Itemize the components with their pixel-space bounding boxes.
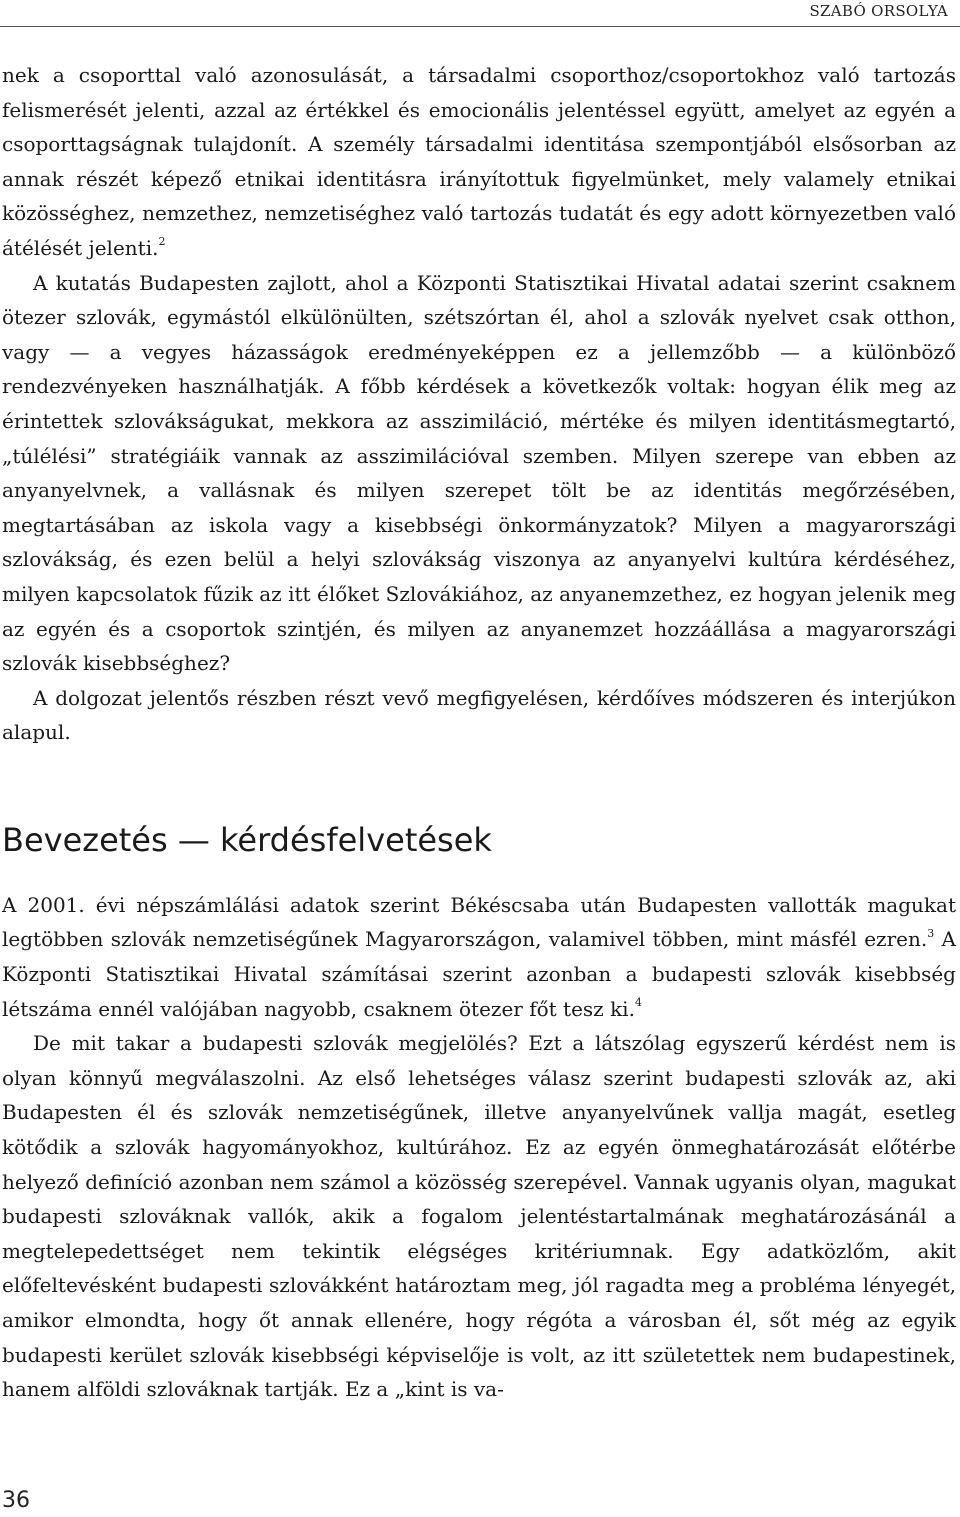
footnote-ref-3[interactable]: 3	[927, 926, 935, 940]
paragraph-4-text-a: A 2001. évi népszámlálási adatok szerint Békéscsaba után Budapesten vallották magukat legtöbben szlovák nemzetiségűnek Magyarországon, valamivel többen, mint másfél ezren.	[2, 892, 956, 952]
footnote-ref-4[interactable]: 4	[634, 996, 642, 1009]
paragraph-3: A dolgozat jelentős részben részt vevő megfigyelésen, kérdőíves módszeren és interjúkon alapul.	[2, 685, 956, 745]
section-title: Bevezetés — kérdésfelvetések	[2, 820, 492, 859]
paragraph-4-text-b: A Központi Statisztikai Hivatal számításai szerint azonban a budapesti szlovák kisebbség létszáma ennél valójában nagyobb, csaknem ötezer főt tesz ki.	[2, 927, 956, 1021]
page-body	[2, 58, 956, 1407]
footnote-ref-2[interactable]: 2	[158, 235, 166, 249]
paragraph-5: De mit takar a budapesti szlovák megjelölés? Ezt a látszólag egyszerű kérdést nem is olyan könnyű megválaszolni. Az első lehetséges válasz szerint budapesti szlovák az, aki Budapesten él és szlovák nemzetiségűnek, illetve anyanyelvűnek vallja magát, esetleg kötődik a szlovák hagyományokhoz, kultúrához. Ez az egyén önmeghatározását előtérbe helyező definíció azonban nem számol a közösség szerepével. Vannak ugyanis olyan, magukat budapesti szlováknak vallók, akik a fogalom jelentéstartalmának meghatározásánál a megtelepedettséget nem tekintik elégséges kritériumnak. Egy adatközlőm, akit előfeltevésként budapesti szlovákként határoztam meg, jól ragadta meg a probléma lényegét, amikor elmondta, hogy őt annak ellenére, hogy régóta a városban él, sőt még az egyik budapesti kerület szlovák kisebbségi képviselője is volt, az itt születettek nem budapestinek, hanem alföldi szlováknak tartják. Ez a „kint is va-	[2, 1031, 956, 1402]
paragraph-4	[2, 888, 956, 1026]
header-rule	[0, 26, 960, 27]
paragraph-2: A kutatás Budapesten zajlott, ahol a Központi Statisztikai Hivatal adatai szerint csaknem ötezer szlovák, egymástól elkülönülten, szétszórtan él, ahol a szlovák nyelvet csak otthon, vagy — a vegyes házasságok eredményeképpen ez a jellemzőbb — a különböző rendezvényeken használhatják. A főbb kérdések a következők voltak: hogyan élik meg az érintettek szlovákságukat, mekkora az asszimiláció, mértéke és milyen identitásmegtartó, „túlélési” stratégiáik vannak az asszimilációval szemben. Milyen szerepe van ebben az anyanyelvnek, a vallásnak és milyen szerepet tölt be az identitás megőrzésében, megtartásában az iskola vagy a kisebbségi önkormányzatok? Milyen a magyarországi szlovákság, és ezen belül a helyi szlovákság viszonya az anyanyelvi kultúra kérdéséhez, milyen kapcsolatok fűzik az itt élőket Szlovákiához, az anyanemzethez, ez hogyan jelenik meg az egyén és a csoportok szintjén, és milyen az anyanemzet hozzáállása a magyarországi szlovák kisebbséghez?	[2, 270, 956, 676]
running-head: SZABÓ ORSOLYA	[809, 2, 948, 20]
paragraph-1-text: nek a csoporttal való azonosulását, a társadalmi csoporthoz/csoportokhoz való tartozás felismerését jelenti, azzal az értékkel és emocionális jelentéssel együtt, amelyet az egyén a csoporttagságnak tulajdonít. A személy társadalmi identitása szempontjából elsősorban az annak részét képező etnikai identitásra irányítottuk figyelmünket, mely valamely etnikai közösséghez, nemzethez, nemzetiséghez való tartozás tudatát és egy adott környezetben való átélését jelenti.	[2, 63, 956, 260]
paragraph-1	[2, 58, 956, 266]
page-number: 36	[2, 1488, 30, 1513]
